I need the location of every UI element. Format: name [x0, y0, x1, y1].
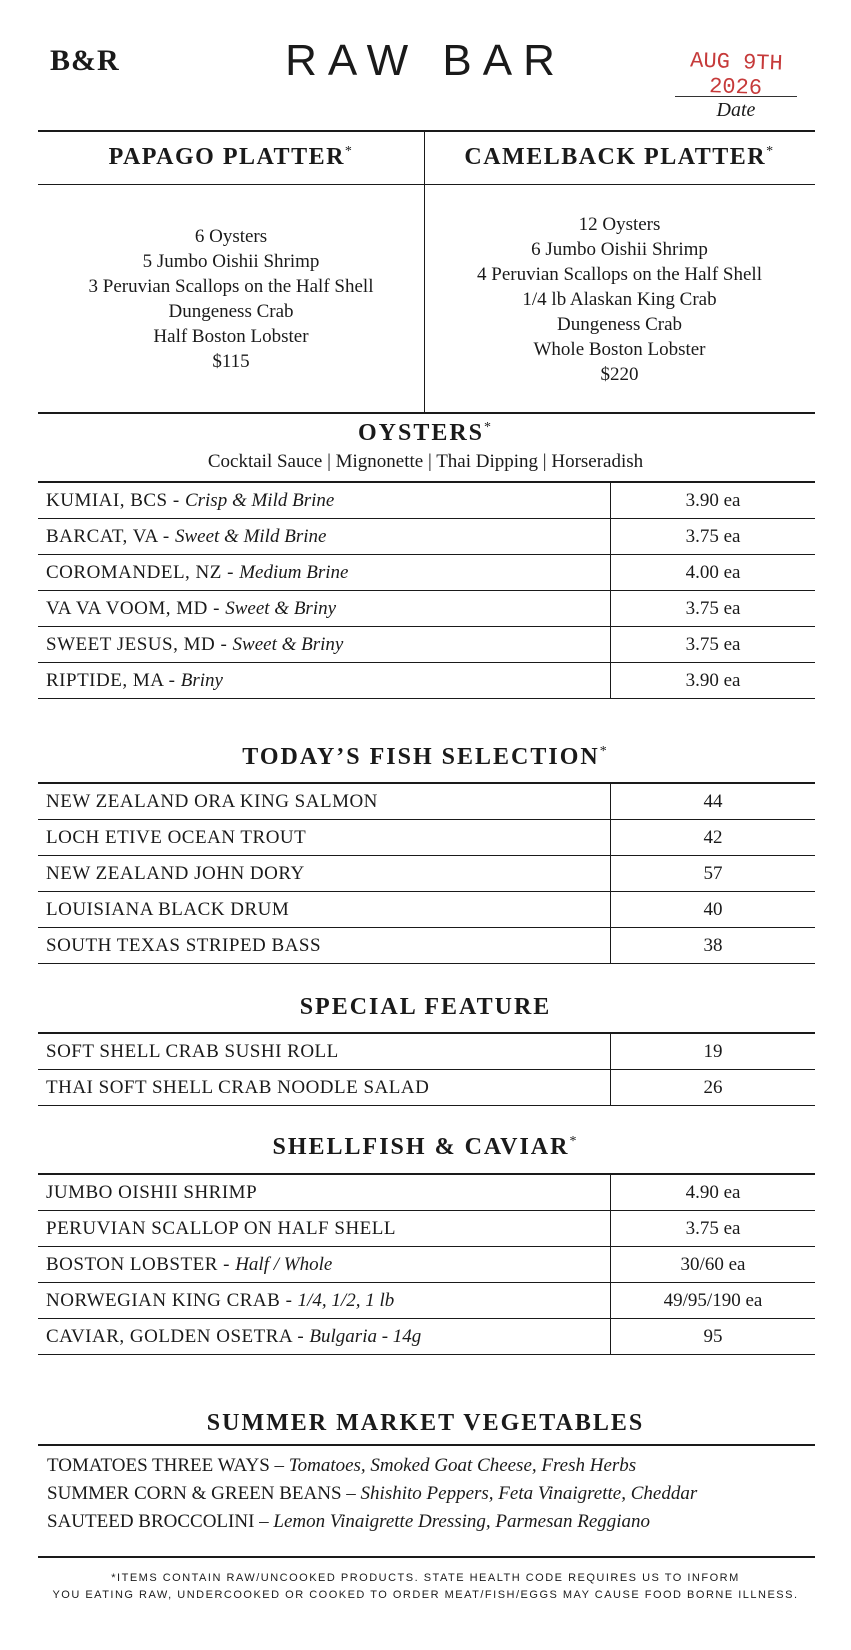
platter-price: $220 — [600, 364, 639, 385]
item-price: 3.75 ea — [611, 519, 816, 555]
table-row — [38, 1247, 815, 1283]
date-stamp: AUG 9TH 2026 — [689, 48, 784, 101]
table-row — [38, 1319, 815, 1355]
table-row — [38, 783, 815, 820]
platter-item: Dungeness Crab — [556, 314, 683, 335]
item-price: 3.75 ea — [611, 627, 816, 663]
item-name: LOCH ETIVE OCEAN TROUT — [46, 826, 307, 848]
table-row — [38, 820, 815, 856]
papago-platter-items — [38, 224, 424, 374]
vegetables-rule — [38, 1444, 815, 1446]
fish-title: TODAY’S FISH SELECTION* — [242, 744, 609, 770]
item-price: 3.75 ea — [611, 1211, 816, 1247]
item-name: SWEET JESUS, MD - Sweet & Briny — [46, 633, 344, 655]
item-price: 95 — [611, 1319, 816, 1355]
item-name: CAVIAR, GOLDEN OSETRA - Bulgaria - 14g — [46, 1325, 422, 1347]
item-price: 3.90 ea — [611, 482, 816, 519]
camelback-platter-title: CAMELBACK PLATTER* — [464, 144, 775, 170]
vegetables-list — [47, 1452, 817, 1536]
date-block — [671, 50, 801, 122]
item-price: 38 — [611, 928, 816, 964]
item-name: PERUVIAN SCALLOP ON HALF SHELL — [46, 1217, 396, 1239]
oyster-sauces: Cocktail Sauce | Mignonette | Thai Dipping | Horseradish — [207, 451, 644, 472]
item-price: 26 — [611, 1070, 816, 1106]
item-name: SOFT SHELL CRAB SUSHI ROLL — [46, 1040, 339, 1062]
item-price: 44 — [611, 783, 816, 820]
oysters-title: OYSTERS* — [357, 420, 494, 446]
item-price: 57 — [611, 856, 816, 892]
logo: B&R — [50, 44, 120, 77]
item-name: COROMANDEL, NZ - Medium Brine — [46, 561, 349, 583]
item-name: RIPTIDE, MA - Briny — [46, 669, 223, 691]
footer-rule — [38, 1556, 815, 1558]
platter-item: 1/4 lb Alaskan King Crab — [522, 289, 717, 310]
table-row — [38, 1283, 815, 1319]
item-name: NEW ZEALAND ORA KING SALMON — [46, 790, 378, 812]
item-price: 4.90 ea — [611, 1174, 816, 1211]
platter-item: 12 Oysters — [578, 214, 661, 235]
item-price: 4.00 ea — [611, 555, 816, 591]
oysters-table — [38, 481, 815, 699]
item-name: NEW ZEALAND JOHN DORY — [46, 862, 305, 884]
disclaimer-line: *ITEMS CONTAIN RAW/UNCOOKED PRODUCTS. STATE HEALTH CODE REQUIRES US TO INFORM — [111, 1572, 740, 1584]
table-row — [38, 591, 815, 627]
fish-table — [38, 782, 815, 964]
table-row — [38, 1174, 815, 1211]
table-row — [38, 856, 815, 892]
platter-item: 6 Jumbo Oishii Shrimp — [531, 239, 708, 260]
item-name: BOSTON LOBSTER - Half / Whole — [46, 1253, 333, 1275]
item-name: VA VA VOOM, MD - Sweet & Briny — [46, 597, 337, 619]
table-row — [38, 482, 815, 519]
platter-header-rule — [38, 184, 815, 185]
table-row — [38, 663, 815, 699]
list-item: SAUTEED BROCCOLINI – Lemon Vinaigrette Dressing, Parmesan Reggiano — [47, 1511, 651, 1532]
item-name: THAI SOFT SHELL CRAB NOODLE SALAD — [46, 1076, 430, 1098]
list-item: SUMMER CORN & GREEN BEANS – Shishito Peppers, Feta Vinaigrette, Cheddar — [47, 1483, 698, 1504]
platter-item: 5 Jumbo Oishii Shrimp — [142, 251, 320, 272]
papago-platter-title: PAPAGO PLATTER* — [108, 144, 354, 170]
item-name: BARCAT, VA - Sweet & Mild Brine — [46, 525, 327, 547]
health-disclaimer — [0, 1570, 851, 1604]
date-label: Date — [716, 99, 756, 121]
platters-box — [38, 130, 815, 414]
item-price: 3.90 ea — [611, 663, 816, 699]
platter-item: 3 Peruvian Scallops on the Half Shell — [88, 276, 374, 297]
shellfish-title: SHELLFISH & CAVIAR* — [272, 1134, 579, 1160]
item-name: LOUISIANA BLACK DRUM — [46, 898, 290, 920]
table-row — [38, 627, 815, 663]
item-price: 49/95/190 ea — [611, 1283, 816, 1319]
platter-item: Whole Boston Lobster — [533, 339, 706, 360]
camelback-platter-items — [424, 212, 815, 387]
item-price: 40 — [611, 892, 816, 928]
table-row — [38, 1070, 815, 1106]
shellfish-table — [38, 1173, 815, 1355]
platter-item: Half Boston Lobster — [153, 326, 309, 347]
item-price: 30/60 ea — [611, 1247, 816, 1283]
item-price: 19 — [611, 1033, 816, 1070]
table-row — [38, 1033, 815, 1070]
item-name: SOUTH TEXAS STRIPED BASS — [46, 934, 322, 956]
vegetables-title: SUMMER MARKET VEGETABLES — [206, 1410, 645, 1436]
disclaimer-line: YOU EATING RAW, UNDERCOOKED OR COOKED TO ORDER MEAT/FISH/EGGS MAY CAUSE FOOD BORNE ILLNESS. — [52, 1589, 799, 1601]
item-price: 3.75 ea — [611, 591, 816, 627]
table-row — [38, 892, 815, 928]
special-table — [38, 1032, 815, 1106]
item-price: 42 — [611, 820, 816, 856]
item-name: KUMIAI, BCS - Crisp & Mild Brine — [46, 489, 335, 511]
item-name: JUMBO OISHII SHRIMP — [46, 1181, 258, 1203]
table-row — [38, 519, 815, 555]
platter-item: 4 Peruvian Scallops on the Half Shell — [477, 264, 762, 285]
table-row — [38, 1211, 815, 1247]
page-title: RAW BAR — [285, 36, 566, 85]
list-item: TOMATOES THREE WAYS – Tomatoes, Smoked Goat Cheese, Fresh Herbs — [47, 1455, 637, 1476]
platter-price: $115 — [212, 351, 250, 372]
table-row — [38, 928, 815, 964]
special-title: SPECIAL FEATURE — [299, 994, 552, 1020]
platter-item: Dungeness Crab — [168, 301, 294, 322]
item-name: NORWEGIAN KING CRAB - 1/4, 1/2, 1 lb — [46, 1289, 395, 1311]
platter-item: 6 Oysters — [194, 226, 268, 247]
table-row — [38, 555, 815, 591]
